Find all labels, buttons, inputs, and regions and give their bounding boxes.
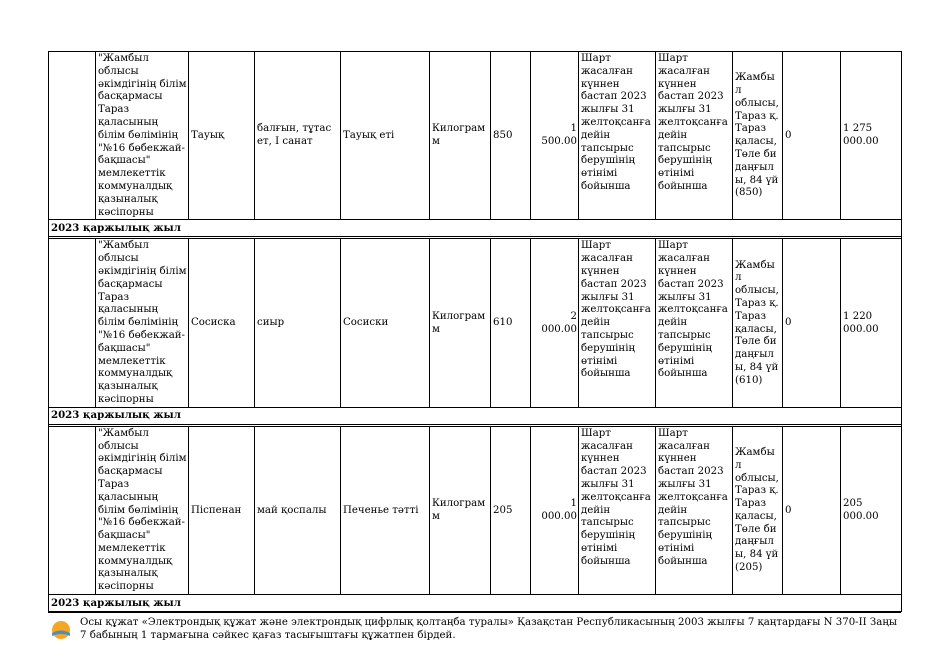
total-cell: 205 000.00 (841, 426, 902, 594)
delivery-term-cell: Шарт жасалған күннен бастап 2023 жылғы 31 желтоқсанға дейін тапсырыс берушінің өтінімі бойынша (579, 239, 656, 407)
quantity-cell: 850 (491, 52, 531, 220)
quantity-cell: 205 (491, 426, 531, 594)
price-cell: 1 500.00 (531, 52, 579, 220)
delivery-term-cell: Шарт жасалған күннен бастап 2023 жылғы 31 желтоқсанға дейін тапсырыс берушінің өтінімі бойынша (656, 52, 733, 220)
delivery-term-cell: Шарт жасалған күннен бастап 2023 жылғы 31 желтоқсанға дейін тапсырыс берушінің өтінімі бойынша (579, 52, 656, 220)
delivery-place-cell: Жамбыл облысы, Тараз қ. Тараз қаласы, Төле би даңғылы, 84 үй (850) (733, 52, 783, 220)
financial-year-row (49, 595, 902, 612)
table-row (49, 239, 902, 407)
total-cell: 1 275 000.00 (841, 52, 902, 220)
total-cell: 1 220 000.00 (841, 239, 902, 407)
unit-cell: Килограмм (430, 426, 491, 594)
extra-characteristic-cell: Тауық еті (341, 52, 430, 220)
row-number-cell (49, 52, 96, 220)
customer-cell: "Жамбыл облысы әкімдігінің білім басқармасы Тараз қаласының білім бөлімінің "№16 бөбекжай-бақшасы" мемлекеттік коммуналдық қазыналық кәсіпорны (96, 52, 189, 220)
name-cell: Тауық (189, 52, 255, 220)
name-cell: Сосиска (189, 239, 255, 407)
unit-cell: Килограмм (430, 52, 491, 220)
table-row (49, 52, 902, 220)
price-cell: 1 000.00 (531, 426, 579, 594)
procurement-table (48, 51, 902, 612)
row-number-cell (49, 239, 96, 407)
customer-cell: "Жамбыл облысы әкімдігінің білім басқармасы Тараз қаласының білім бөлімінің "№16 бөбекжай-бақшасы" мемлекеттік коммуналдық қазыналық кәсіпорны (96, 239, 189, 407)
extra-characteristic-cell: Печенье тәтті (341, 426, 430, 594)
characteristic-cell: сиыр (255, 239, 341, 407)
table-row (49, 426, 902, 594)
delivery-term-cell: Шарт жасалған күннен бастап 2023 жылғы 31 желтоқсанға дейін тапсырыс берушінің өтінімі бойынша (656, 239, 733, 407)
financial-year-label: 2023 қаржылық жыл (49, 595, 902, 612)
characteristic-cell: май қоспалы (255, 426, 341, 594)
extra-characteristic-cell: Сосиски (341, 239, 430, 407)
financial-year-label: 2023 қаржылық жыл (49, 407, 902, 424)
legal-note: Осы құжат «Электрондық құжат және электрондық цифрлық қолтаңба туралы» Қазақстан Республикасының 2003 жылғы 7 қаңтардағы N 370-II Заңы 7 бабының 1 тармағына сәйкес қағаз тасығыштағы құжатпен бірдей. (80, 617, 897, 641)
delivery-term-cell: Шарт жасалған күннен бастап 2023 жылғы 31 желтоқсанға дейін тапсырыс берушінің өтінімі бойынша (579, 426, 656, 594)
financial-year-row (49, 220, 902, 237)
financial-year-label: 2023 қаржылық жыл (49, 220, 902, 237)
egov-sun-logo-icon (50, 618, 72, 640)
quantity-cell: 610 (491, 239, 531, 407)
advance-cell: 0 (783, 426, 841, 594)
characteristic-cell: балғын, тұтас ет, I санат (255, 52, 341, 220)
delivery-term-cell: Шарт жасалған күннен бастап 2023 жылғы 31 желтоқсанға дейін тапсырыс берушінің өтінімі бойынша (656, 426, 733, 594)
name-cell: Піспенан (189, 426, 255, 594)
unit-cell: Килограмм (430, 239, 491, 407)
advance-cell: 0 (783, 52, 841, 220)
delivery-place-cell: Жамбыл облысы, Тараз қ. Тараз қаласы, Төле би даңғылы, 84 үй (205) (733, 426, 783, 594)
document-footer (48, 612, 901, 641)
advance-cell: 0 (783, 239, 841, 407)
financial-year-row (49, 407, 902, 424)
price-cell: 2 000.00 (531, 239, 579, 407)
row-number-cell (49, 426, 96, 594)
delivery-place-cell: Жамбыл облысы, Тараз қ. Тараз қаласы, Төле би даңғылы, 84 үй (610) (733, 239, 783, 407)
customer-cell: "Жамбыл облысы әкімдігінің білім басқармасы Тараз қаласының білім бөлімінің "№16 бөбекжай-бақшасы" мемлекеттік коммуналдық қазыналық кәсіпорны (96, 426, 189, 594)
